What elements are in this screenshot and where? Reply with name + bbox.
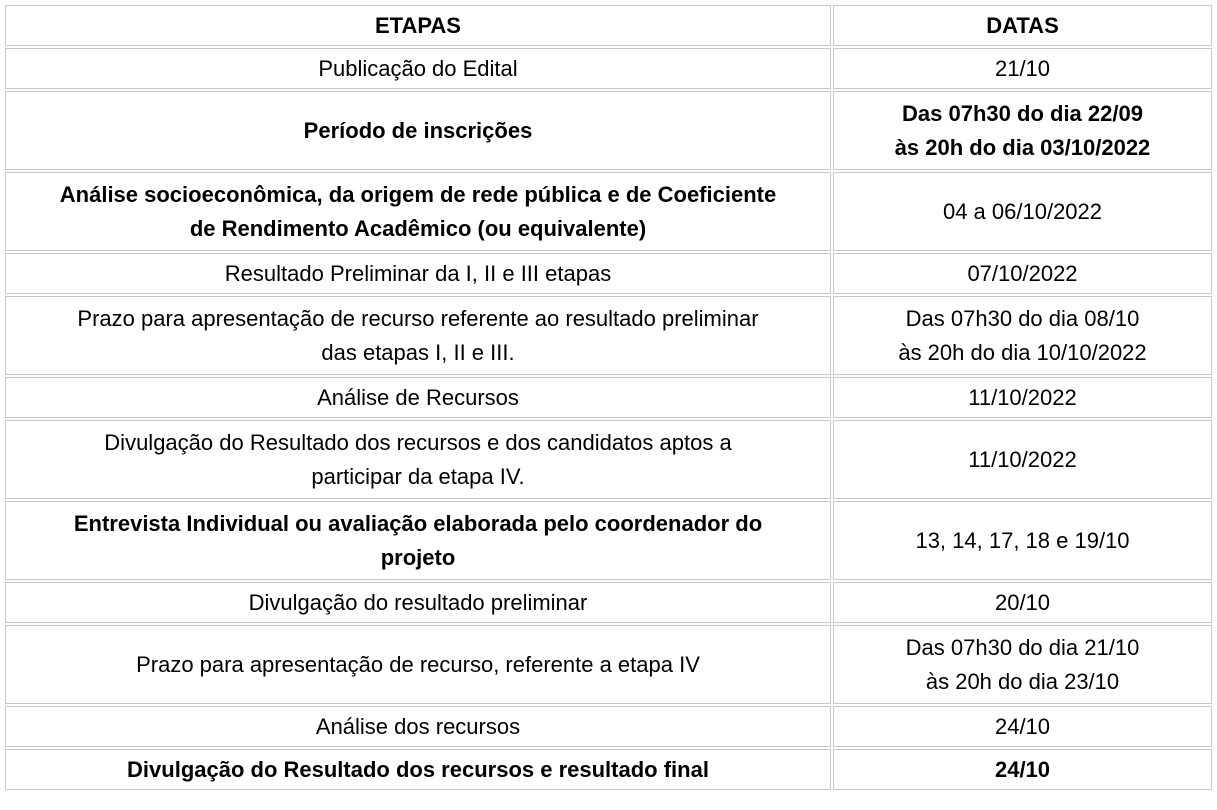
table-row xyxy=(5,501,1212,580)
stage-text: Período de inscrições xyxy=(303,117,533,143)
stage-cell xyxy=(5,377,831,418)
stage-cell xyxy=(5,582,831,623)
table-row xyxy=(5,582,1212,623)
date-text: 21/10 xyxy=(994,55,1051,81)
date-cell xyxy=(833,296,1212,375)
stage-text: Análise socioeconômica, da origem de rede pública e de Coeficiente xyxy=(59,181,777,207)
stage-cell xyxy=(5,48,831,89)
stage-text: Entrevista Individual ou avaliação elaborada pelo coordenador do xyxy=(73,510,763,536)
stage-cell xyxy=(5,749,831,790)
date-text: 24/10 xyxy=(994,713,1051,739)
stage-text: Resultado Preliminar da I, II e III etapas xyxy=(224,260,612,286)
date-cell xyxy=(833,172,1212,251)
stage-text: Análise de Recursos xyxy=(317,384,519,410)
stage-text: projeto xyxy=(380,544,456,570)
date-cell xyxy=(833,420,1212,499)
table-row xyxy=(5,48,1212,89)
stage-cell xyxy=(5,253,831,294)
stage-text: Divulgação do Resultado dos recursos e resultado final xyxy=(127,756,709,782)
date-text: às 20h do dia 10/10/2022 xyxy=(898,339,1147,365)
date-text: Das 07h30 do dia 21/10 xyxy=(905,634,1140,660)
date-text: às 20h do dia 03/10/2022 xyxy=(894,134,1151,160)
schedule-table xyxy=(3,3,1214,792)
stage-cell xyxy=(5,91,831,170)
table-row xyxy=(5,420,1212,499)
stage-text: das etapas I, II e III. xyxy=(321,339,515,365)
stage-text: participar da etapa IV. xyxy=(311,463,525,489)
stage-text: Divulgação do Resultado dos recursos e dos candidatos aptos a xyxy=(104,429,732,455)
table-row xyxy=(5,253,1212,294)
table-row xyxy=(5,625,1212,704)
stage-text: Análise dos recursos xyxy=(315,713,521,739)
date-cell xyxy=(833,749,1212,790)
date-text: 11/10/2022 xyxy=(968,446,1077,472)
stage-cell xyxy=(5,501,831,580)
table-header-row xyxy=(5,5,1212,46)
stage-cell xyxy=(5,172,831,251)
table-row xyxy=(5,172,1212,251)
date-cell xyxy=(833,625,1212,704)
date-text: 07/10/2022 xyxy=(967,260,1078,286)
stage-text: Publicação do Edital xyxy=(318,55,518,81)
stage-text: Divulgação do resultado preliminar xyxy=(248,589,588,615)
stage-cell xyxy=(5,420,831,499)
date-cell xyxy=(833,582,1212,623)
stage-cell xyxy=(5,296,831,375)
date-text: às 20h do dia 23/10 xyxy=(925,668,1120,694)
header-dates: DATAS xyxy=(833,5,1212,46)
date-text: 24/10 xyxy=(994,756,1051,782)
table-row xyxy=(5,749,1212,790)
stage-cell xyxy=(5,625,831,704)
date-cell xyxy=(833,48,1212,89)
table-row xyxy=(5,91,1212,170)
table-row xyxy=(5,706,1212,747)
date-text: 11/10/2022 xyxy=(968,384,1077,410)
stage-text: Prazo para apresentação de recurso referente ao resultado preliminar xyxy=(77,305,759,331)
date-text: Das 07h30 do dia 08/10 xyxy=(905,305,1140,331)
date-cell xyxy=(833,501,1212,580)
header-stages: ETAPAS xyxy=(5,5,831,46)
date-cell xyxy=(833,253,1212,294)
date-cell xyxy=(833,91,1212,170)
date-cell xyxy=(833,377,1212,418)
date-cell xyxy=(833,706,1212,747)
table-row xyxy=(5,377,1212,418)
stage-text: Prazo para apresentação de recurso, referente a etapa IV xyxy=(136,651,700,677)
stage-text: de Rendimento Acadêmico (ou equivalente) xyxy=(189,215,647,241)
date-text: 04 a 06/10/2022 xyxy=(942,198,1103,224)
date-text: 20/10 xyxy=(994,589,1051,615)
table-row xyxy=(5,296,1212,375)
date-text: Das 07h30 do dia 22/09 xyxy=(902,100,1143,126)
date-text: 13, 14, 17, 18 e 19/10 xyxy=(915,527,1130,553)
stage-cell xyxy=(5,706,831,747)
